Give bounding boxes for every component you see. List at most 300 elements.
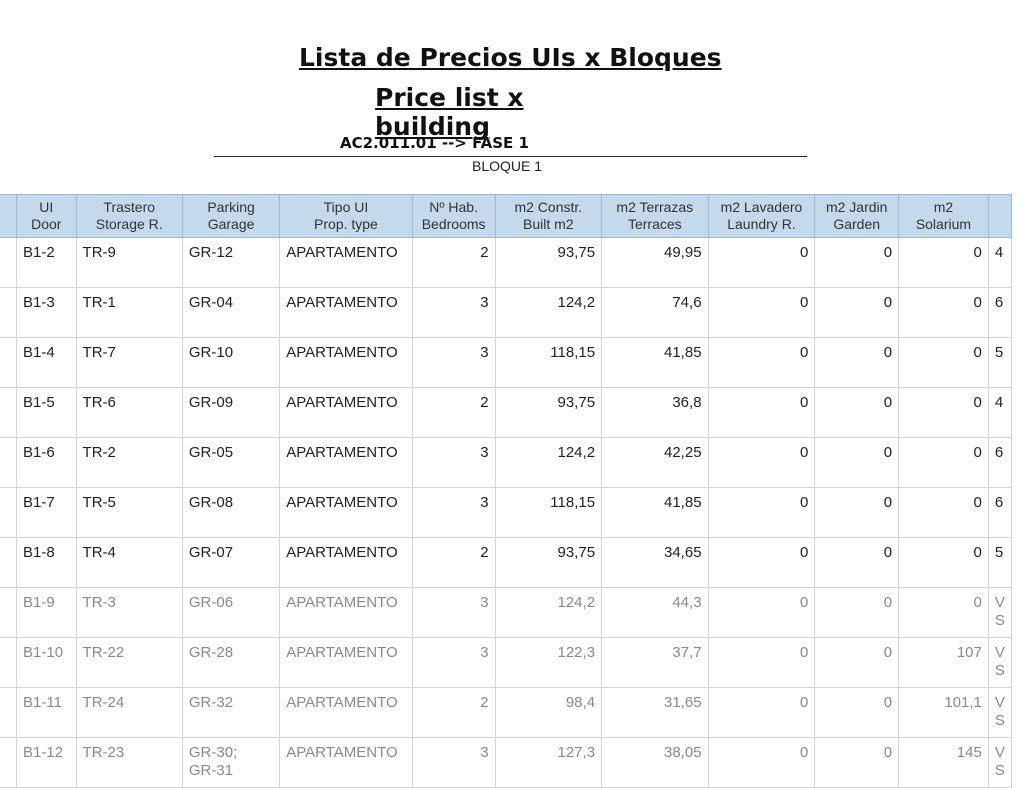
cell-storage-value: TR-4	[82, 544, 116, 561]
column-header	[182, 195, 279, 238]
table-row	[0, 338, 1012, 388]
cell-terraces	[602, 488, 709, 538]
cell-laundry	[708, 488, 815, 538]
cell-terraces-value: 31,65	[664, 694, 702, 711]
cell-parking-value: GR-05	[188, 444, 234, 461]
cell-solarium-value: 107	[956, 644, 982, 661]
cell-cut-off-value-2: S	[994, 612, 1005, 629]
cell-laundry	[708, 388, 815, 438]
cell-bedrooms-value: 3	[480, 594, 489, 611]
cell-door-value: B1-10	[23, 644, 64, 661]
cell-parking-value: GR-09	[188, 394, 234, 411]
row-cell-blank	[0, 688, 17, 738]
cell-bedrooms-value: 2	[480, 544, 489, 561]
cell-parking-value: GR-12	[188, 244, 234, 261]
cell-laundry	[708, 688, 815, 738]
cell-garden	[815, 438, 899, 488]
cell-storage	[76, 688, 182, 738]
cell-type-value: APARTAMENTO	[286, 444, 398, 461]
cell-built	[495, 438, 601, 488]
cell-laundry	[708, 288, 815, 338]
cell-laundry-value: 0	[800, 344, 809, 361]
table-header-row	[0, 195, 1012, 238]
cell-type-value: APARTAMENTO	[286, 494, 398, 511]
cell-laundry	[708, 738, 815, 788]
cell-built-value: 118,15	[550, 494, 596, 511]
cell-garden-value: 0	[883, 744, 893, 761]
column-header	[602, 195, 709, 238]
column-header	[412, 195, 495, 238]
cell-bedrooms	[412, 488, 495, 538]
cell-parking	[182, 488, 279, 538]
cell-bedrooms-value: 2	[480, 694, 489, 711]
cell-laundry-value: 0	[800, 494, 809, 511]
column-header-line2: Storage R.	[95, 216, 163, 232]
divider	[214, 156, 807, 157]
cell-bedrooms	[412, 688, 495, 738]
cell-cut-off-value: 6	[994, 294, 1004, 311]
cell-bedrooms-value: 3	[480, 494, 489, 511]
cell-bedrooms	[412, 438, 495, 488]
cell-storage	[76, 488, 182, 538]
row-cell-blank	[0, 638, 17, 688]
cell-garden-value: 0	[883, 544, 893, 561]
row-cell-blank	[0, 488, 17, 538]
cell-door	[17, 438, 77, 488]
cell-cut-off	[988, 488, 1011, 538]
table-row	[0, 438, 1012, 488]
cell-parking-value: GR-07	[188, 544, 234, 561]
cell-garden-value: 0	[883, 344, 893, 361]
cell-cut-off-value: V	[994, 594, 1005, 611]
cell-laundry-value: 0	[800, 294, 809, 311]
cell-storage-value: TR-7	[82, 344, 116, 361]
cell-laundry-value: 0	[800, 244, 809, 261]
cell-solarium	[899, 438, 989, 488]
cell-built	[495, 288, 601, 338]
cell-built-value: 124,2	[557, 444, 596, 461]
cell-solarium	[899, 588, 989, 638]
cell-built	[495, 688, 601, 738]
cell-bedrooms	[412, 238, 495, 288]
cell-bedrooms	[412, 288, 495, 338]
table-row	[0, 588, 1012, 638]
cell-terraces	[602, 538, 709, 588]
cell-cut-off	[988, 238, 1011, 288]
cell-cut-off	[988, 638, 1011, 688]
cell-type	[280, 338, 412, 388]
cell-door	[17, 288, 77, 338]
cell-type-value: APARTAMENTO	[286, 394, 398, 411]
cell-solarium	[899, 538, 989, 588]
row-cell-blank	[0, 288, 17, 338]
cell-garden-value: 0	[883, 644, 893, 661]
row-cell-blank	[0, 438, 17, 488]
cell-bedrooms-value: 2	[480, 394, 489, 411]
cell-garden	[815, 738, 899, 788]
cell-solarium-value: 0	[973, 294, 982, 311]
cell-cut-off-value-2: S	[994, 762, 1005, 779]
cell-type-value: APARTAMENTO	[286, 544, 398, 561]
cell-cut-off	[988, 388, 1011, 438]
cell-storage-value: TR-9	[82, 244, 116, 261]
cell-garden	[815, 538, 899, 588]
cell-cut-off-value: 5	[994, 344, 1004, 361]
column-header-line1: m2 Constr.	[514, 199, 583, 215]
cell-parking-value: GR-04	[188, 294, 234, 311]
cell-storage-value: TR-24	[82, 694, 125, 711]
price-table	[0, 194, 1012, 788]
cell-built	[495, 738, 601, 788]
cell-garden	[815, 338, 899, 388]
table-body	[0, 238, 1012, 788]
cell-storage-value: TR-5	[82, 494, 116, 511]
cell-laundry	[708, 438, 815, 488]
cell-solarium-value: 145	[956, 744, 982, 761]
cell-door-value: B1-5	[23, 394, 55, 411]
column-header-line2: Prop. type	[314, 216, 378, 232]
cell-terraces-value: 49,95	[664, 244, 702, 261]
cell-door-value: B1-7	[23, 494, 55, 511]
column-header	[815, 195, 899, 238]
column-header	[76, 195, 182, 238]
column-header-line2: Built m2	[523, 216, 574, 232]
page-title: Lista de Precios UIs x Bloques	[299, 43, 722, 72]
cell-laundry-value: 0	[800, 394, 809, 411]
cell-terraces-value: 41,85	[664, 344, 702, 361]
cell-cut-off-value-2: S	[994, 662, 1005, 679]
cell-solarium-value: 0	[973, 244, 982, 261]
cell-cut-off-value: V	[994, 694, 1005, 711]
cell-terraces	[602, 388, 709, 438]
cell-cut-off-value: 4	[994, 394, 1004, 411]
cell-solarium-value: 101,1	[944, 694, 982, 711]
cell-cut-off-value: 5	[994, 544, 1004, 561]
row-cell-blank	[0, 538, 17, 588]
cell-solarium	[899, 638, 989, 688]
cell-bedrooms-value: 3	[480, 744, 489, 761]
cell-garden	[815, 638, 899, 688]
phase-label: AC2.011.01 --> FASE 1	[340, 134, 529, 152]
cell-cut-off-value: V	[994, 744, 1005, 761]
cell-door	[17, 538, 77, 588]
cell-parking	[182, 388, 279, 438]
cell-garden-value: 0	[883, 394, 893, 411]
cell-garden-value: 0	[883, 244, 893, 261]
cell-cut-off	[988, 538, 1011, 588]
cell-cut-off	[988, 338, 1011, 388]
cell-parking-value: GR-30;	[188, 744, 238, 761]
table-row	[0, 288, 1012, 338]
cell-door-value: B1-11	[23, 694, 62, 711]
cell-door-value: B1-4	[23, 344, 55, 361]
cell-type	[280, 738, 412, 788]
cell-storage	[76, 338, 182, 388]
cell-storage	[76, 438, 182, 488]
cell-bedrooms	[412, 588, 495, 638]
cell-laundry-value: 0	[800, 544, 809, 561]
column-header-line1: Trastero	[103, 199, 156, 215]
cell-built-value: 122,3	[557, 644, 596, 661]
cell-bedrooms-value: 3	[480, 344, 489, 361]
cell-garden-value: 0	[883, 494, 893, 511]
cell-bedrooms	[412, 538, 495, 588]
cell-bedrooms	[412, 338, 495, 388]
cell-parking	[182, 688, 279, 738]
column-header	[17, 195, 77, 238]
cell-type-value: APARTAMENTO	[286, 294, 398, 311]
cell-storage	[76, 288, 182, 338]
cell-door-value: B1-6	[23, 444, 55, 461]
cell-laundry-value: 0	[800, 744, 809, 761]
column-header-line1: Tipo UI	[323, 199, 369, 215]
cell-built-value: 124,2	[557, 594, 596, 611]
cell-solarium	[899, 738, 989, 788]
cell-terraces-value: 41,85	[664, 494, 702, 511]
cell-laundry-value: 0	[800, 594, 809, 611]
cell-terraces	[602, 738, 709, 788]
cell-cut-off	[988, 288, 1011, 338]
cell-garden	[815, 588, 899, 638]
cell-door-value: B1-8	[23, 544, 55, 561]
table-row	[0, 738, 1012, 788]
cell-terraces-value: 36,8	[672, 394, 702, 411]
cell-garden-value: 0	[883, 594, 893, 611]
cell-type-value: APARTAMENTO	[286, 344, 398, 361]
cell-solarium	[899, 338, 989, 388]
cell-terraces-value: 37,7	[672, 644, 702, 661]
column-header-line2: Bedrooms	[421, 216, 486, 232]
cell-built	[495, 488, 601, 538]
cell-terraces-value: 74,6	[672, 294, 702, 311]
cell-solarium	[899, 288, 989, 338]
cell-cut-off	[988, 688, 1011, 738]
table-row	[0, 638, 1012, 688]
cell-cut-off	[988, 438, 1011, 488]
cell-cut-off	[988, 738, 1011, 788]
cell-door	[17, 688, 77, 738]
cell-bedrooms	[412, 388, 495, 438]
cell-terraces-value: 42,25	[664, 444, 702, 461]
row-cell-blank	[0, 338, 17, 388]
cell-solarium-value: 0	[973, 394, 982, 411]
cell-built	[495, 538, 601, 588]
cell-parking	[182, 588, 279, 638]
column-header-line1: UI	[39, 199, 54, 215]
cell-solarium	[899, 388, 989, 438]
cell-type-value: APARTAMENTO	[286, 244, 398, 261]
cell-garden	[815, 388, 899, 438]
cell-door-value: B1-9	[23, 594, 55, 611]
cell-laundry	[708, 538, 815, 588]
cell-built	[495, 238, 601, 288]
cell-type	[280, 238, 412, 288]
header-cell-blank	[0, 195, 17, 238]
row-cell-blank	[0, 388, 17, 438]
column-header-line2: Door	[31, 216, 62, 232]
cell-storage	[76, 638, 182, 688]
cell-terraces	[602, 338, 709, 388]
cell-built-value: 124,2	[557, 294, 596, 311]
cell-parking-value-2: GR-31	[188, 762, 234, 779]
cell-solarium-value: 0	[973, 444, 982, 461]
cell-laundry-value: 0	[800, 444, 809, 461]
cell-terraces	[602, 688, 709, 738]
cell-cut-off-value-2: S	[994, 712, 1005, 729]
cell-terraces	[602, 638, 709, 688]
cell-solarium	[899, 238, 989, 288]
cell-bedrooms-value: 3	[480, 294, 489, 311]
cell-parking-value: GR-32	[188, 694, 234, 711]
column-header-line1: Nº Hab.	[429, 199, 478, 215]
cell-built-value: 93,75	[557, 244, 596, 261]
column-header-line2: Garden	[833, 216, 881, 232]
cell-cut-off-value: V	[994, 644, 1005, 661]
cell-parking	[182, 238, 279, 288]
cell-cut-off	[988, 588, 1011, 638]
cell-type	[280, 688, 412, 738]
cell-cut-off-value: 4	[994, 244, 1004, 261]
cell-built	[495, 638, 601, 688]
column-header-line1: m2	[933, 199, 954, 215]
column-header-line2: Solarium	[915, 216, 972, 232]
cell-type	[280, 638, 412, 688]
table-row	[0, 388, 1012, 438]
cell-door	[17, 638, 77, 688]
column-header	[899, 195, 989, 238]
column-header	[280, 195, 412, 238]
cell-parking	[182, 438, 279, 488]
column-header-line1: m2 Lavadero	[720, 199, 803, 215]
cell-solarium-value: 0	[973, 494, 982, 511]
cell-bedrooms-value: 3	[480, 644, 489, 661]
table-row	[0, 688, 1012, 738]
cell-storage-value: TR-22	[82, 644, 125, 661]
cell-solarium-value: 0	[973, 344, 982, 361]
cell-laundry	[708, 338, 815, 388]
cell-storage	[76, 238, 182, 288]
table-row	[0, 488, 1012, 538]
cell-storage-value: TR-23	[82, 744, 125, 761]
cell-laundry-value: 0	[800, 694, 809, 711]
cell-storage	[76, 538, 182, 588]
cell-storage	[76, 388, 182, 438]
cell-laundry	[708, 238, 815, 288]
cell-cut-off-value: 6	[994, 444, 1004, 461]
cell-cut-off-value: 6	[994, 494, 1004, 511]
cell-built-value: 93,75	[557, 394, 596, 411]
cell-type	[280, 388, 412, 438]
cell-type-value: APARTAMENTO	[286, 694, 398, 711]
cell-parking-value: GR-08	[188, 494, 234, 511]
cell-type-value: APARTAMENTO	[286, 744, 398, 761]
column-header	[708, 195, 815, 238]
cell-parking	[182, 738, 279, 788]
cell-built	[495, 388, 601, 438]
cell-built	[495, 338, 601, 388]
row-cell-blank	[0, 738, 17, 788]
table-row	[0, 538, 1012, 588]
cell-type	[280, 288, 412, 338]
table-row	[0, 238, 1012, 288]
cell-door	[17, 388, 77, 438]
cell-garden-value: 0	[883, 694, 893, 711]
column-header-line2: Laundry R.	[727, 216, 796, 232]
cell-storage	[76, 588, 182, 638]
cell-type-value: APARTAMENTO	[286, 644, 398, 661]
cell-door	[17, 488, 77, 538]
cell-garden-value: 0	[883, 294, 893, 311]
cell-built-value: 127,3	[557, 744, 596, 761]
cell-type	[280, 588, 412, 638]
cell-bedrooms	[412, 738, 495, 788]
cell-garden	[815, 488, 899, 538]
cell-parking	[182, 538, 279, 588]
cell-door	[17, 738, 77, 788]
column-header	[495, 195, 601, 238]
cell-door-value: B1-2	[23, 244, 55, 261]
cell-laundry	[708, 588, 815, 638]
cell-garden	[815, 688, 899, 738]
cell-parking	[182, 338, 279, 388]
cell-laundry-value: 0	[800, 644, 809, 661]
header-cell-cut	[988, 195, 1011, 238]
cell-storage-value: TR-2	[82, 444, 116, 461]
column-header-line2: Terraces	[627, 216, 682, 232]
cell-solarium-value: 0	[973, 594, 982, 611]
cell-storage-value: TR-3	[82, 594, 116, 611]
cell-parking	[182, 288, 279, 338]
column-header-line2: Garage	[207, 216, 255, 232]
cell-terraces-value: 34,65	[664, 544, 702, 561]
cell-built-value: 118,15	[550, 344, 596, 361]
cell-type-value: APARTAMENTO	[286, 594, 398, 611]
cell-garden-value: 0	[883, 444, 893, 461]
row-cell-blank	[0, 238, 17, 288]
cell-bedrooms	[412, 638, 495, 688]
cell-parking-value: GR-06	[188, 594, 234, 611]
cell-bedrooms-value: 3	[480, 444, 489, 461]
cell-parking-value: GR-28	[188, 644, 234, 661]
row-cell-blank	[0, 588, 17, 638]
cell-parking-value: GR-10	[188, 344, 234, 361]
column-header-line1: m2 Jardin	[825, 199, 888, 215]
cell-storage-value: TR-1	[82, 294, 116, 311]
cell-door-value: B1-3	[23, 294, 55, 311]
cell-type	[280, 538, 412, 588]
cell-door-value: B1-12	[23, 744, 64, 761]
cell-garden	[815, 238, 899, 288]
column-header-line1: m2 Terrazas	[616, 199, 694, 215]
cell-bedrooms-value: 2	[480, 244, 489, 261]
cell-door	[17, 238, 77, 288]
cell-door	[17, 588, 77, 638]
cell-terraces-value: 38,05	[664, 744, 702, 761]
cell-built-value: 93,75	[557, 544, 596, 561]
block-label: BLOQUE 1	[472, 158, 543, 174]
cell-door	[17, 338, 77, 388]
cell-terraces	[602, 238, 709, 288]
cell-type	[280, 438, 412, 488]
cell-terraces	[602, 288, 709, 338]
cell-built-value: 98,4	[565, 694, 596, 711]
cell-laundry	[708, 638, 815, 688]
cell-terraces	[602, 588, 709, 638]
column-header-line1: Parking	[207, 199, 255, 215]
cell-storage	[76, 738, 182, 788]
cell-garden	[815, 288, 899, 338]
cell-parking	[182, 638, 279, 688]
